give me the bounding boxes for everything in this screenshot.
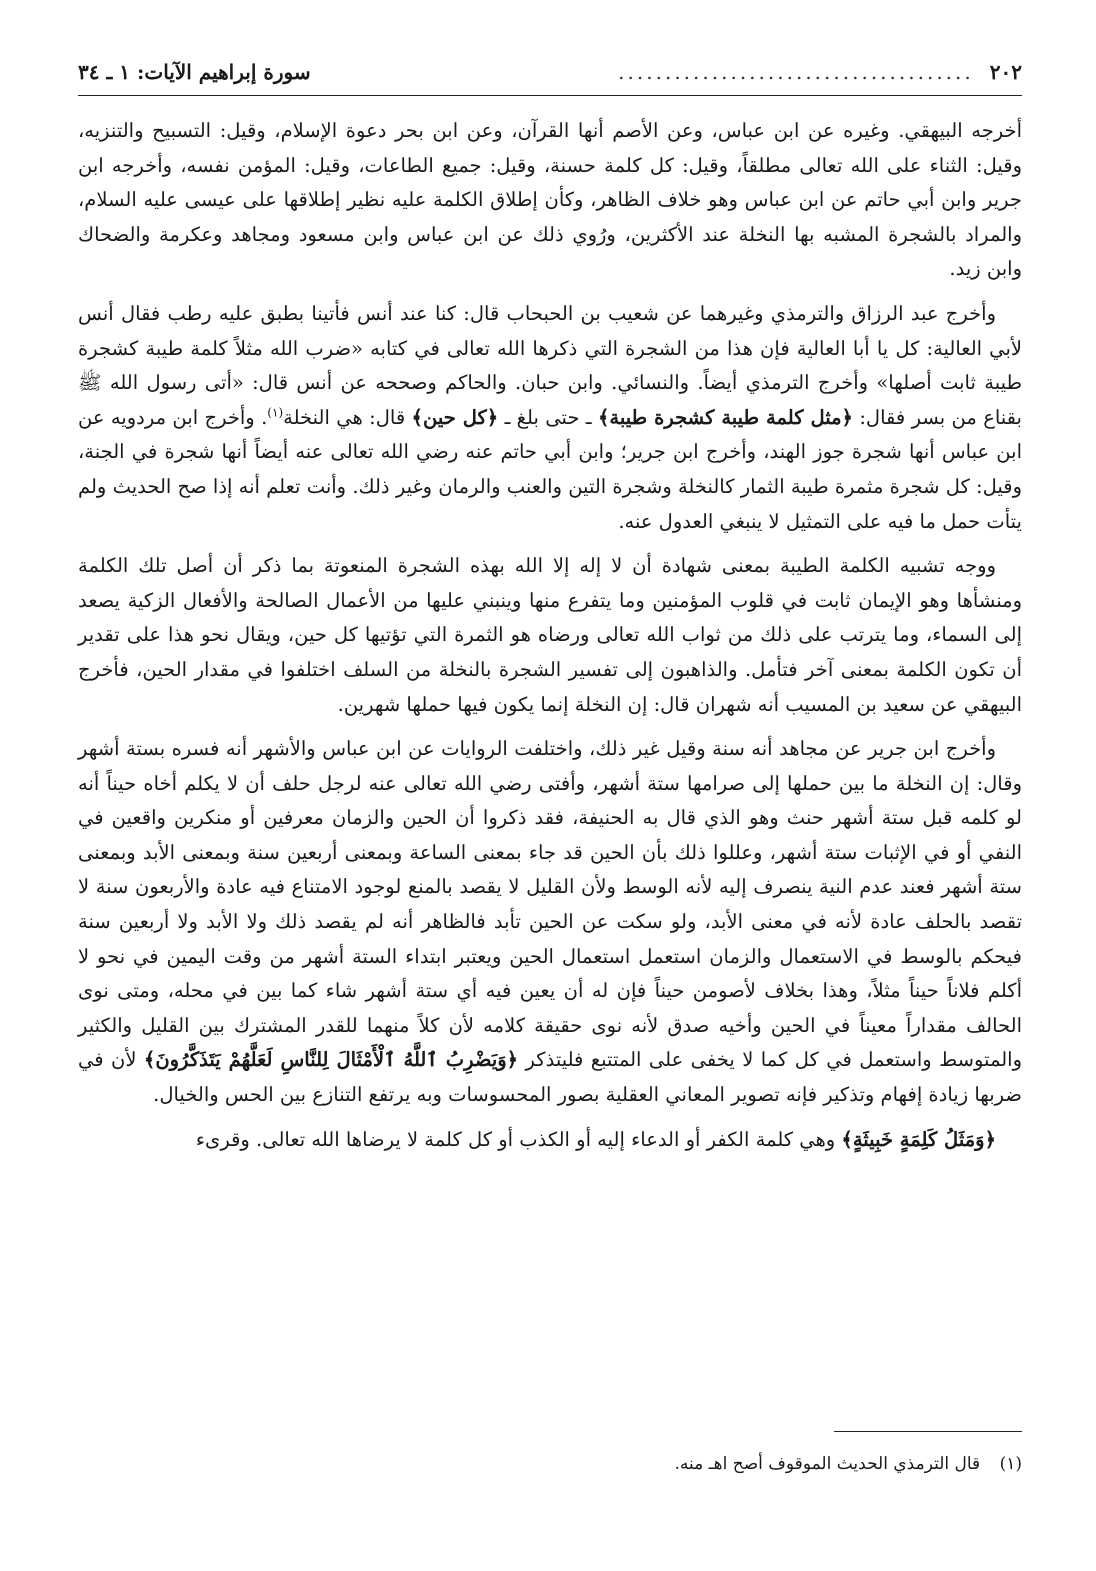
header-leader-dots: ...................................... bbox=[618, 60, 974, 84]
quran-verse: ﴿وَمَثَلُ كَلِمَةٍ خَبِيثَةٍ﴾ bbox=[841, 1127, 996, 1151]
quran-verse: ﴿كل حين﴾ bbox=[411, 405, 499, 429]
text-run: . وأخرج ابن مردويه عن ابن عباس أنها شجرة جوز الهند، وأخرج ابن جرير؛ وابن أبي حاتم عنه رضي الله تعالى عنه أيضاً أنها شجرة في الجنة، وقيل: كل شجرة مثمرة طيبة الثمار كالنخلة وشجرة التين والعنب والرمان وغير ذلك. وأنت تعلم أنه إذا صح الحديث ولم يتأت حمل ما فيه على التمثيل لا ينبغي العدول عنه. bbox=[78, 405, 1022, 533]
quran-verse: ﴿وَيَضْرِبُ ٱللَّهُ ٱلْأَمْثَالَ لِلنَّاسِ لَعَلَّهُمْ يَتَذَكَّرُونَ﴾ bbox=[143, 1048, 519, 1072]
text-run: وأخرج عبد الرزاق والترمذي وغيرهما عن شعيب بن الحبحاب قال: كنا عند أنس فأتينا بطبق عليه رطب فقال أنس لأبي العالية: كل يا أبا العالية فإن هذا من الشجرة التي ذكرها الله تعالى في كتابه «ضرب الله مثلاً كلمة طيبة كشجرة طيبة ثابت أصلها» وأخرج الترمذي أيضاً. والنسائي. وابن حبان. والحاكم وصححه عن أنس قال: «أتى رسول الله ﷺ بقناع من بسر فقال: bbox=[78, 301, 1022, 429]
paragraph bbox=[78, 114, 1022, 287]
footnote bbox=[78, 1450, 1022, 1478]
main-text bbox=[78, 114, 1022, 1167]
text-run: وهي كلمة الكفر أو الدعاء إليه أو الكذب أو كل كلمة لا يرضاها الله تعالى. وقرىء bbox=[195, 1127, 842, 1151]
page-header bbox=[78, 52, 1022, 92]
paragraph bbox=[78, 1123, 1022, 1158]
paragraph bbox=[78, 732, 1022, 1113]
footnote-text: قال الترمذي الحديث الموقوف أصح اهـ منه. bbox=[674, 1454, 981, 1474]
page-number: ٢٠٢ bbox=[989, 60, 1022, 84]
footnote-reference: (١) bbox=[267, 405, 284, 420]
surah-title: سورة إبراهيم الآيات: ١ ـ ٣٤ bbox=[78, 60, 311, 84]
text-run: وأخرج ابن جرير عن مجاهد أنه سنة وقيل غير ذلك، واختلفت الروايات عن ابن عباس والأشهر أنه فسره بستة أشهر وقال: إن النخلة ما بين حملها إلى صرامها ستة أشهر، وأفتى رضي الله تعالى عنه لرجل حلف أن لا يكلم أخاه حيناً أنه لو كلمه قبل ستة أشهر حنث وهو الذي قال به الحنيفة، فقد ذكروا أن الحين والزمان معرفين أو منكرين واقعين في النفي أو في الإثبات ستة أشهر، وعللوا ذلك بأن الحين قد جاء بمعنى الساعة وبمعنى أربعين سنة وبمعنى الأبد وبمعنى ستة أشهر فعند عدم النية ينصرف إليه لأنه الوسط ولأن القليل لا يقصد بالمنع لوجود الامتناع فيه عادة والأربعون سنة لا تقصد بالحلف عادة لأنه في معنى الأبد، ولو سكت عن الحين تأبد فالظاهر أنه لم يقصد ذلك ولا الأبد ولا أربعين سنة فيحكم بالوسط في الاستعمال والزمان استعمل استعمال الحين ويعتبر ابتداء الستة أشهر من وقت اليمين في نحو لا أكلم فلاناً حيناً مثلاً، وهذا بخلاف لأصومن حيناً فإن له أن يعين فيه أي ستة أشهر شاء كما بين في محله، ومتى نوى الحالف مقداراً معيناً في الحين وأخيه صدق لأنه نوى حقيقة كلامه لأن كلاً منهما للقدر المشترك بين القليل والكثير والمتوسط واستعمل في كل كما لا يخفى على المتتبع فليتذكر bbox=[78, 737, 1022, 1072]
quran-verse: ﴿مثل كلمة طيبة كشجرة طيبة﴾ bbox=[597, 405, 853, 429]
footnote-divider bbox=[834, 1431, 1022, 1432]
footnote-number: (١) bbox=[999, 1454, 1022, 1474]
text-run: ـ حتى بلغ ـ bbox=[498, 405, 598, 429]
header-divider bbox=[78, 95, 1022, 96]
text-run: أخرجه البيهقي. وغيره عن ابن عباس، وعن الأصم أنها القرآن، وعن ابن بحر دعوة الإسلام، وقيل: التسبيح والتنزيه، وقيل: الثناء على الله تعالى مطلقاً، وقيل: كل كلمة حسنة، وقيل: جميع الطاعات، وقيل: المؤمن نفسه، وأخرجه ابن جرير وابن أبي حاتم عن ابن عباس وهو خلاف الظاهر، وكأن إطلاق الكلمة عليه نظير إطلاقها على عيسى عليه السلام، والمراد بالشجرة المشبه بها النخلة عند الأكثرين، ورُوي ذلك عن ابن عباس وابن مسعود ومجاهد وعكرمة والضحاك وابن زيد. bbox=[78, 119, 1022, 281]
text-run: ووجه تشبيه الكلمة الطيبة بمعنى شهادة أن لا إله إلا الله بهذه الشجرة المنعوتة بما ذكر أن أصل تلك الكلمة ومنشأها وهو الإيمان ثابت في قلوب المؤمنين وما يتفرع منها وينبني عليها من الأعمال الصالحة والأفعال الزكية يصعد إلى السماء، وما يترتب على ذلك من ثواب الله تعالى ورضاه هو الثمرة التي تؤتيها كل حين، ويقال نحو هذا على تقدير أن تكون الكلمة بمعنى آخر فتأمل. والذاهبون إلى تفسير الشجرة بالنخلة من السلف اختلفوا في مقدار الحين، فأخرج البيهقي عن سعيد بن المسيب أنه شهران قال: إن النخلة إنما يكون فيها حملها شهرين. bbox=[78, 554, 1022, 716]
text-run: قال: هي النخلة bbox=[283, 405, 412, 429]
paragraph bbox=[78, 549, 1022, 722]
text-run: لأن في ضربها زيادة إفهام وتذكير فإنه تصوير المعاني العقلية بصور المحسوسات وبه يرتفع التنازع بين الحس والخيال. bbox=[78, 1048, 1022, 1107]
paragraph bbox=[78, 297, 1022, 539]
